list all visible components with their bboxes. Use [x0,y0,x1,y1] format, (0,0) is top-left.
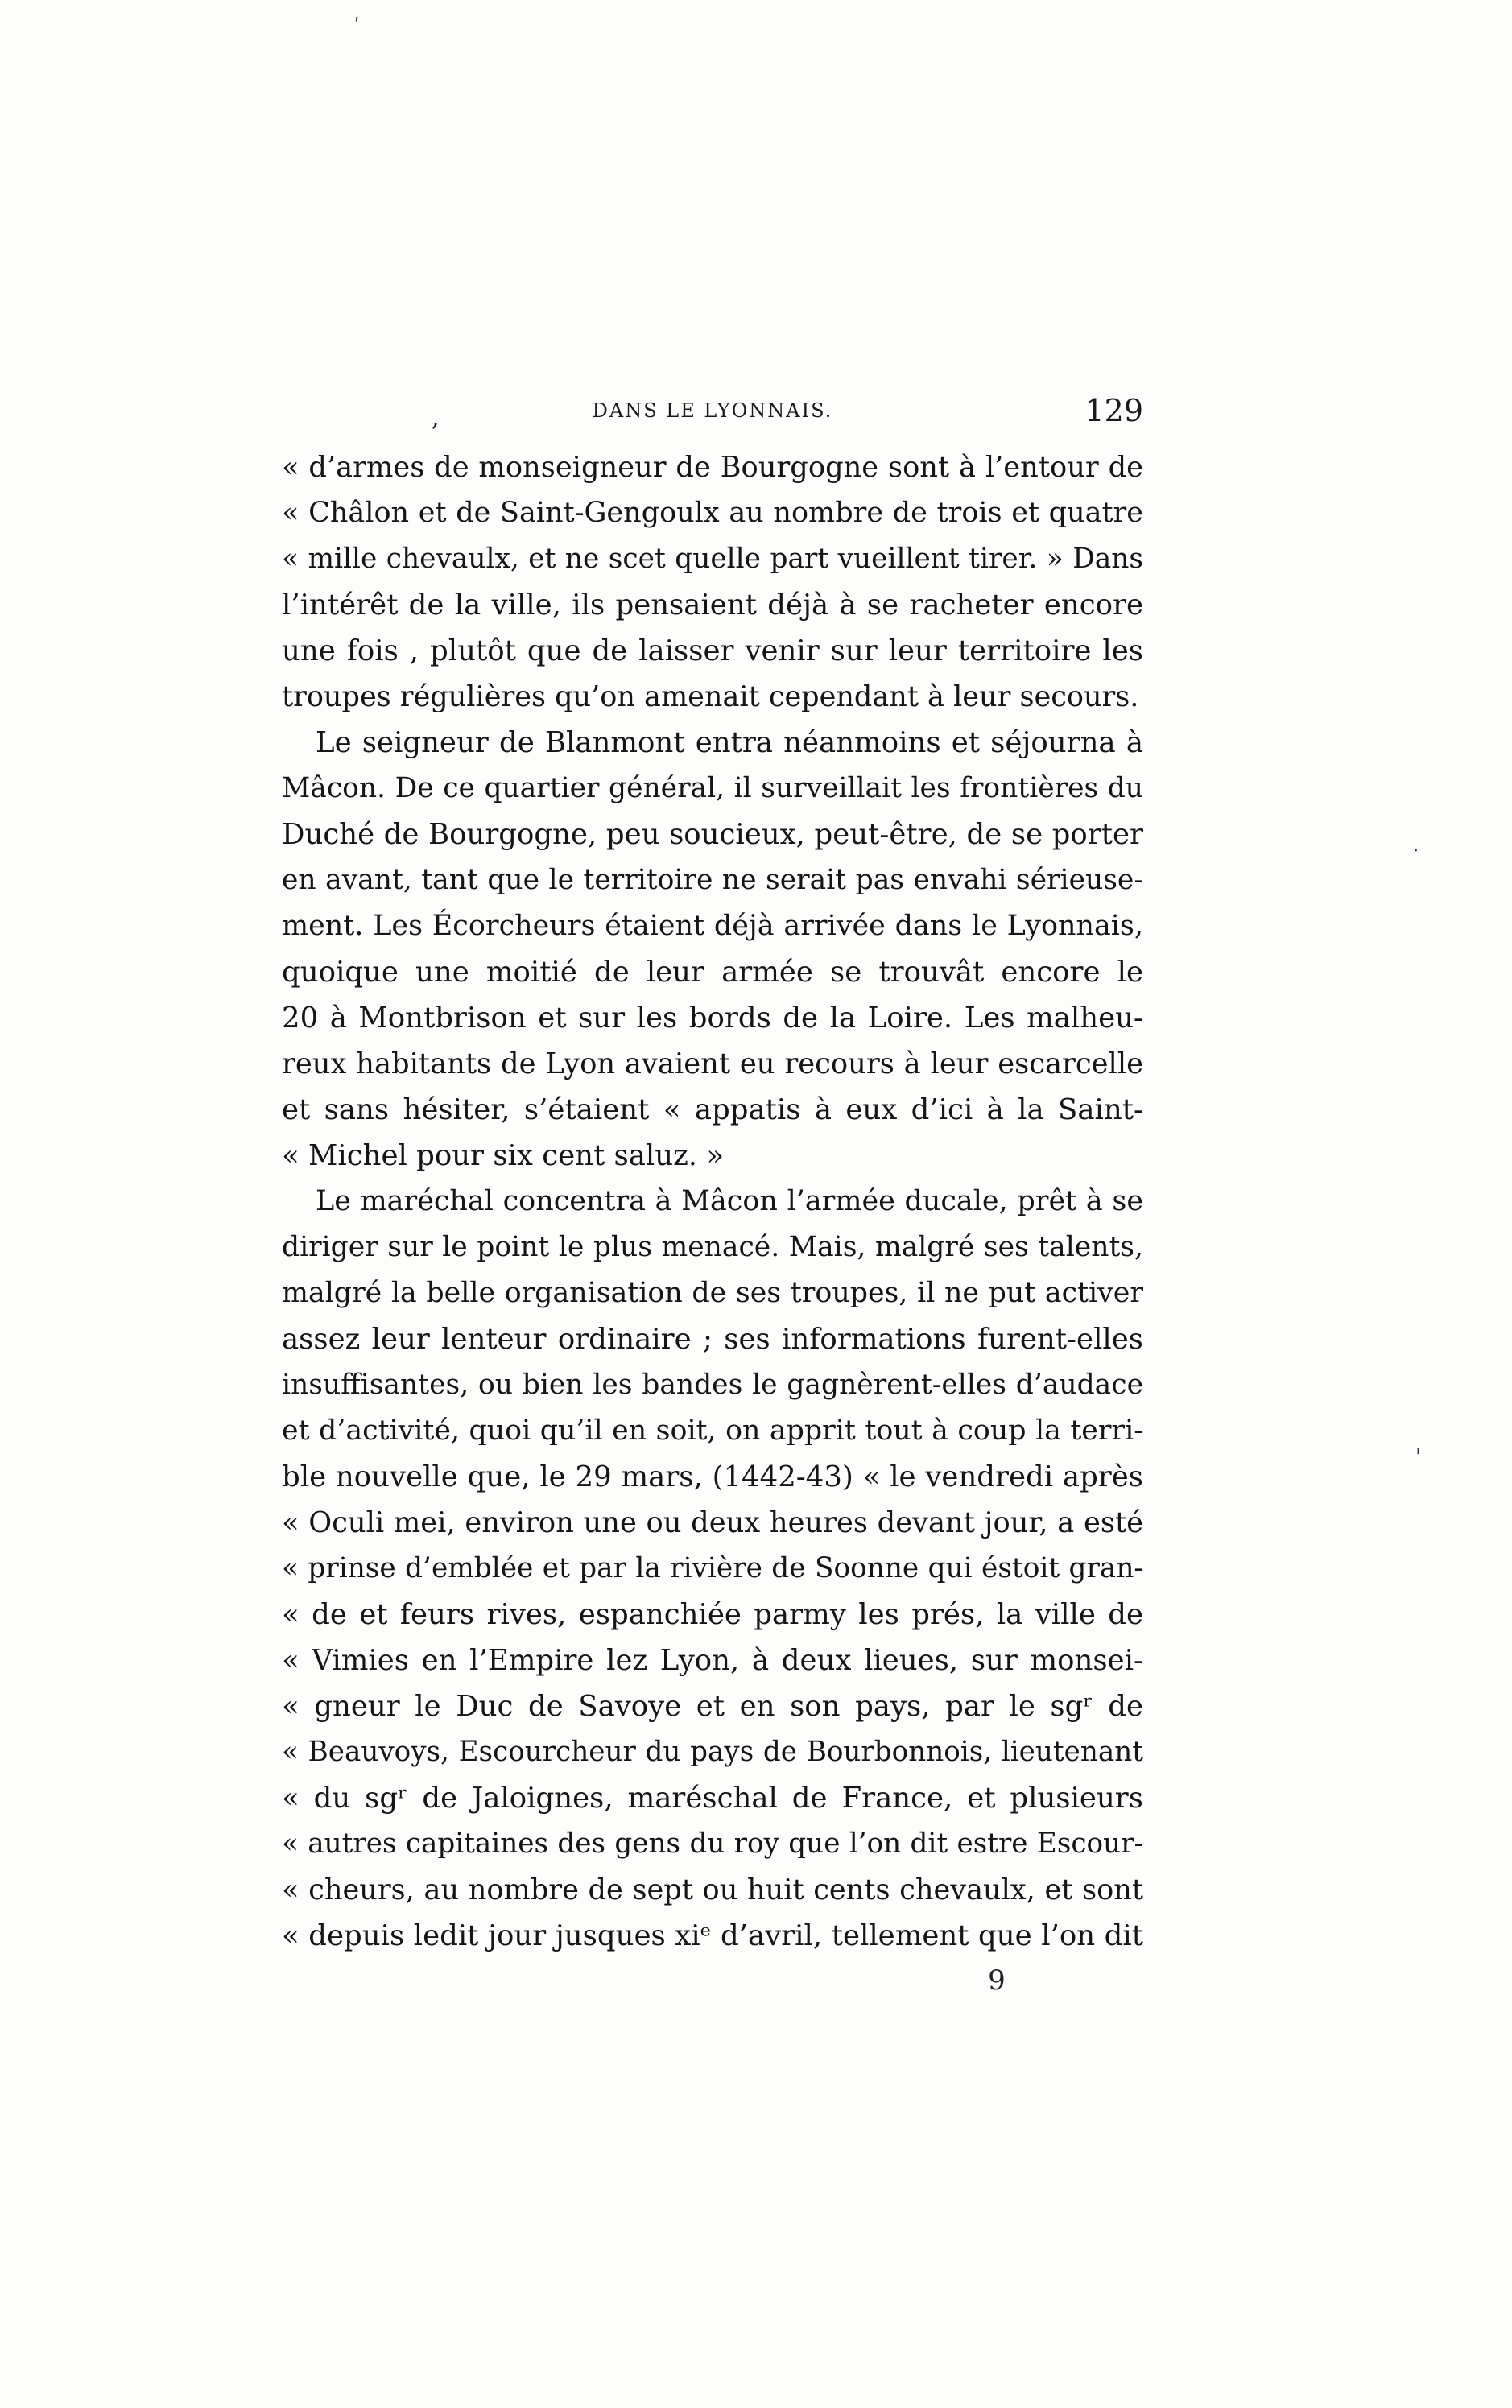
page-number: 129 [1084,393,1143,428]
text-line: « mille chevaulx, et ne scet quelle part vueillent tirer. » Dans [282,543,1143,575]
text-line: « prinse d’emblée et par la rivière de Soonne qui éstoit gran- [282,1552,1143,1584]
text-line: et d’activité, quoi qu’il en soit, on apprit tout à coup la terri- [282,1415,1143,1447]
running-header [282,391,1143,440]
text-line: Le maréchal concentra à Mâcon l’armée ducale, prêt à se [316,1185,1143,1217]
text-line: ble nouvelle que, le 29 mars, (1442-43) « le vendredi après [282,1460,1143,1493]
header-mark: , [432,404,440,432]
text-line: insuffisantes, ou bien les bandes le gagnèrent-elles d’audace [282,1369,1143,1401]
text-line: une fois , plutôt que de laisser venir sur leur territoire les [282,634,1143,667]
signature-mark: 9 [988,1964,1006,1997]
text-line: « Châlon et de Saint-Gengoulx au nombre de trois et quatre [282,497,1143,529]
body-text [282,444,1143,1959]
text-line: « d’armes de monseigneur de Bourgogne sont à l’entour de [282,451,1143,484]
text-line: Le seigneur de Blanmont entra néanmoins et séjourna à [316,726,1143,759]
text-line: « autres capitaines des gens du roy que l’on dit estre Escour- [282,1828,1143,1860]
text-line: « cheurs, au nombre de sept ou huit cents chevaulx, et sont [282,1873,1143,1906]
text-line: et sans hésiter, s’étaient « appatis à eux d’ici à la Saint- [282,1093,1143,1126]
text-line: Duché de Bourgogne, peu soucieux, peut-être, de se porter [282,818,1143,851]
text-line: en avant, tant que le territoire ne serait pas envahi sérieuse- [282,864,1143,896]
text-line: Mâcon. De ce quartier général, il surveillait les frontières du [282,772,1143,804]
text-line: « Vimies en l’Empire lez Lyon, à deux lieues, sur monsei- [282,1644,1143,1677]
text-line: troupes régulières qu’on amenait cependant à leur secours. [282,680,1139,713]
text-line: « Michel pour six cent saluz. » [282,1139,725,1172]
text-line: « depuis ledit jour jusques xiᵉ d’avril, tellement que l’on dit [282,1919,1143,1952]
stray-mark: · [1413,841,1419,861]
text-line: quoique une moitié de leur armée se trouvât encore le [282,956,1143,989]
text-line: « gneur le Duc de Savoye et en son pays, par le sgʳ de [282,1690,1143,1723]
text-line: malgré la belle organisation de ses troupes, il ne put activer [282,1277,1143,1309]
text-line: diriger sur le point le plus menacé. Mais, malgré ses talents, [282,1231,1143,1263]
text-line: l’intérêt de la ville, ils pensaient déjà à se racheter encore [282,589,1143,622]
top-ink-mark: ʹ [354,16,360,36]
stray-mark: ' [1415,1445,1422,1469]
text-line: assez leur lenteur ordinaire ; ses informations furent-elles [282,1323,1143,1356]
text-line: « du sgʳ de Jaloignes, maréschal de France, et plusieurs [282,1782,1143,1815]
text-line: « de et feurs rives, espanchiée parmy les prés, la ville de [282,1598,1143,1631]
text-line: 20 à Montbrison et sur les bords de la Loire. Les malheu- [282,1002,1143,1035]
text-line: reux habitants de Lyon avaient eu recours à leur escarcelle [282,1047,1143,1080]
text-line: ment. Les Écorcheurs étaient déjà arrivée dans le Lyonnais, [282,910,1143,942]
running-title: DANS LE LYONNAIS. [592,399,833,422]
text-line: « Oculi mei, environ une ou deux heures devant jour, a esté [282,1506,1143,1539]
text-line: « Beauvoys, Escourcheur du pays de Bourbonnois, lieutenant [282,1736,1143,1768]
